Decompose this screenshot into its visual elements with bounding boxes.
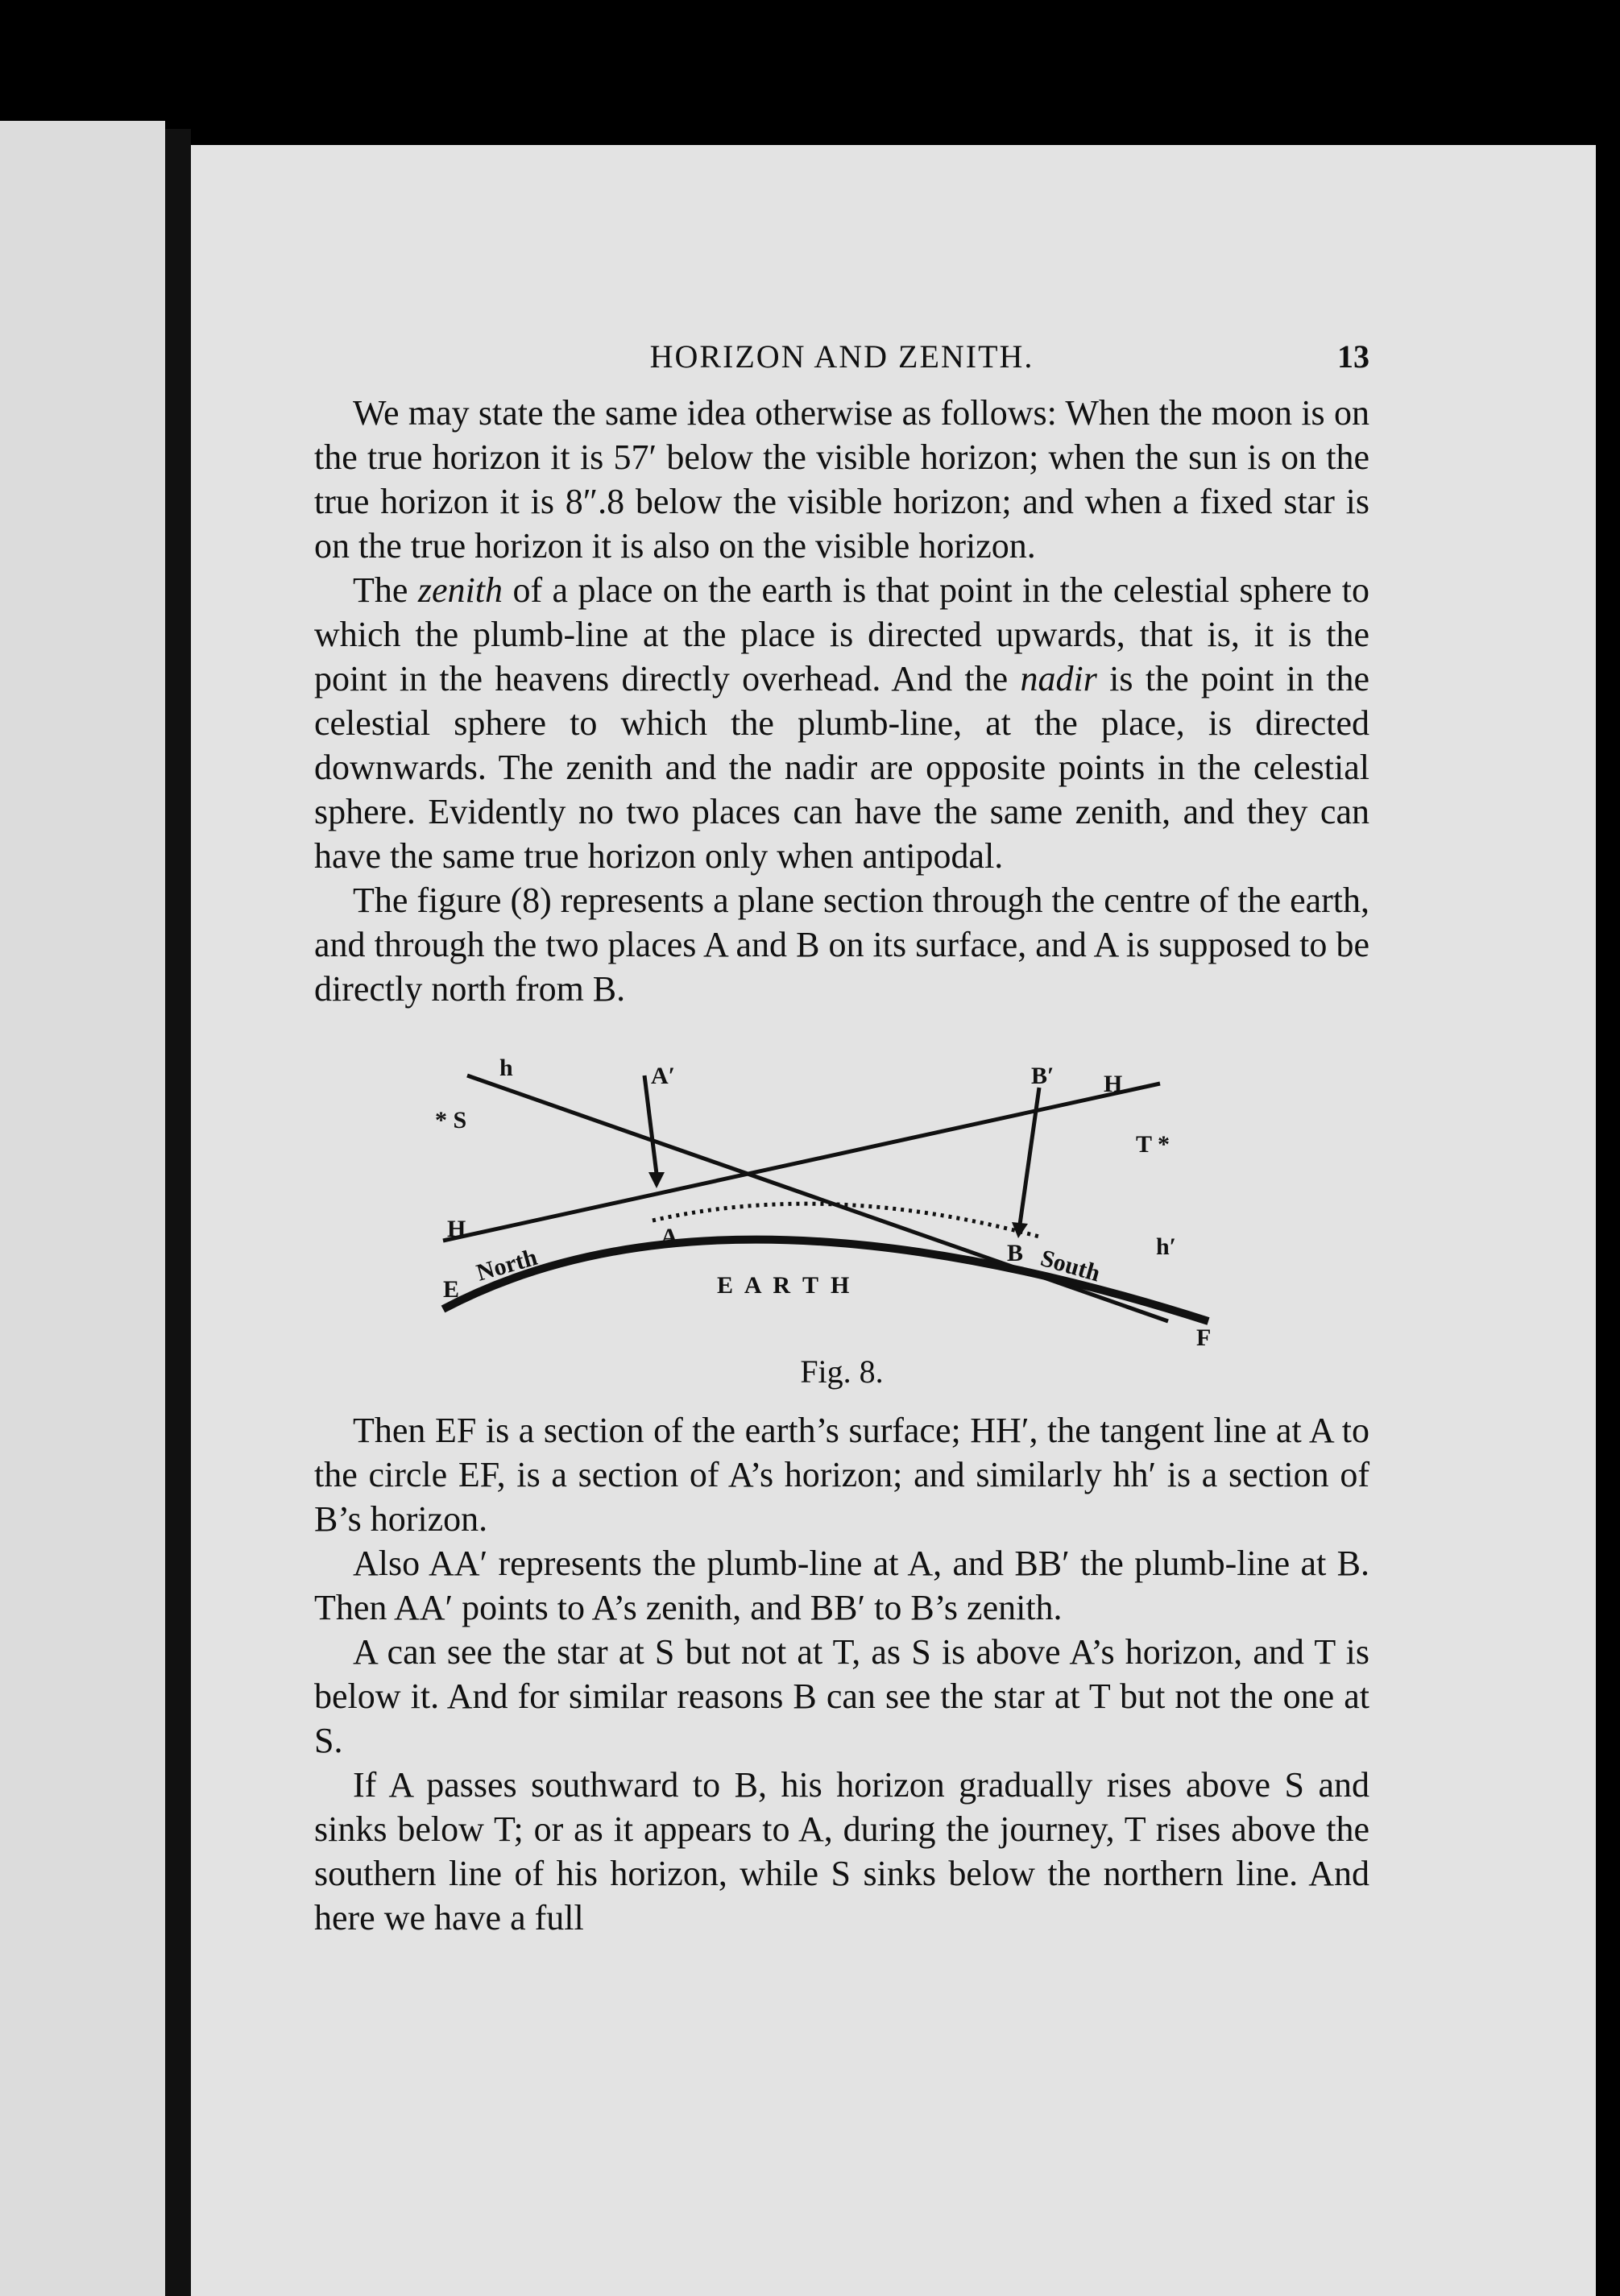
page-content (314, 334, 1369, 1940)
figure-8 (314, 1043, 1369, 1349)
plumb-line-AA-prime (644, 1075, 657, 1174)
p2-text-a: The (353, 570, 418, 610)
label-H-left: H (447, 1216, 466, 1242)
label-h: h (499, 1055, 513, 1081)
horizon-line-HH-prime (443, 1084, 1160, 1241)
plumb-line-BB-prime (1020, 1088, 1039, 1225)
label-earth: E A R T H (717, 1272, 853, 1299)
term-nadir: nadir (1020, 659, 1097, 698)
running-head: HORIZON AND ZENITH. (649, 338, 1034, 375)
label-F: F (1196, 1324, 1212, 1349)
label-north: North (473, 1243, 541, 1287)
paragraph-5: Also AA′ represents the plumb-line at A, and BB′ the plumb-line at B. Then AA′ points to A’s zenith, and BB′ to B’s zenith. (314, 1544, 1369, 1627)
p2-text-c: is the point in the celestial sphere to which the plumb-line, at the place, is directed downwards. The zenith and the nadir are opposite points in the celestial sphere. Evidently no two places can have the same zenith, and they can have the same true horizon only when antipodal. (314, 659, 1370, 876)
paragraph-7: If A passes southward to B, his horizon gradually rises above S and sinks below T; or as it appears to A, during the journey, T rises above the southern line of his horizon, while S sinks below the northern line. And here we have a full (314, 1765, 1369, 1938)
plumb-arrow-A (648, 1172, 665, 1188)
label-E: E (443, 1276, 460, 1303)
label-H-right: H (1104, 1071, 1123, 1097)
page-header (314, 334, 1369, 391)
label-B: B (1007, 1240, 1024, 1266)
label-south: South (1038, 1245, 1104, 1287)
book-spine (165, 129, 191, 2296)
paragraph-6: A can see the star at S but not at T, as S is above A’s horizon, and T is below it. And for similar reasons B can see the star at T but not the one at S. (314, 1632, 1369, 1760)
label-star-S: * S (435, 1107, 467, 1133)
paragraph-4: Then EF is a section of the earth’s surface; HH′, the tangent line at A to the circle EF, is a section of A’s horizon; and similarly hh′ is a section of B’s horizon. (314, 1411, 1369, 1539)
lower-text (314, 1408, 1369, 1940)
page-number: 13 (1337, 338, 1369, 375)
paragraph-1: We may state the same idea otherwise as follows: When the moon is on the true horizon it is 57′ below the visible horizon; when the sun is on the true horizon it is 8″.8 below the visible horizon; and when a fixed star is on the true horizon it is also on the visible horizon. (314, 393, 1369, 566)
left-page-edge (0, 121, 165, 2296)
paragraph-2 (314, 568, 1369, 878)
figure-caption: Fig. 8. (800, 1353, 884, 1390)
label-h-prime: h′ (1156, 1233, 1177, 1260)
horizon-diagram (314, 1043, 1369, 1349)
term-zenith: zenith (417, 570, 503, 610)
label-B-prime: B′ (1031, 1063, 1054, 1089)
label-A: A (661, 1224, 678, 1250)
paragraph-3: The figure (8) represents a plane section through the centre of the earth, and through the two places A and B on its surface, and A is supposed to be directly north from B. (314, 881, 1370, 1009)
label-A-prime: A′ (651, 1063, 676, 1089)
label-star-T: T * (1136, 1131, 1170, 1158)
p2-text-b: of a place on the earth is that point in the celestial sphere to which the plumb-line at the place is directed upwards, that is, it is the point in the heavens directly overhead. And the (314, 570, 1370, 698)
